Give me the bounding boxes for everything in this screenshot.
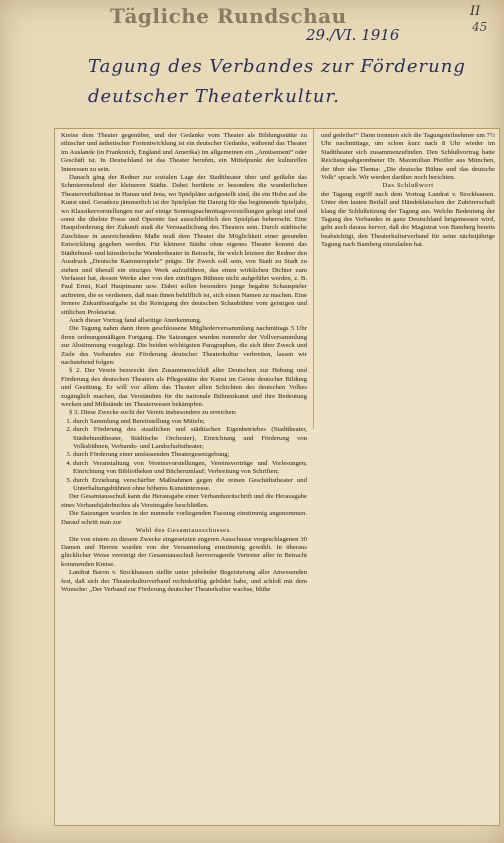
catalog-roman-numeral: II	[470, 4, 481, 19]
paragraph: Die von einem zu diesem Zwecke eingesetzten engeren Ausschusse vorgeschlagenen 30 Damen und Herren wurden von der Versammlung einstimmig gewählt. In überaus glücklicher Weise vereinigt der Gesamtausschuß hervorragende Vertreter aller in Betracht kommenden Kreise.	[61, 535, 307, 568]
paragraph-section-3: § 3. Diese Zwecke sucht der Verein insbesondere zu erreichen:	[69, 409, 237, 417]
list-item: 1. durch Sammlung und Bereitstellung von Mitteln;	[73, 418, 307, 426]
list-item: 2. durch Förderung des staatlichen und städtischen Eigenbetriebes (Stadttheater, Städtebundtheater, Städtische Orchester), Einrichtung und Förderung von Volksbühnen, Verbands- und Landschaftstheater;	[73, 426, 307, 451]
handwritten-title-line-2: deutscher Theaterkultur.	[88, 86, 340, 107]
list-item: 5. durch Erziehung verschärfter Maßnahmen gegen die reinen Geschäftstheater und Unterhaltungsbühnen ohne höheres Kunstinteresse.	[73, 477, 307, 494]
paragraph: Die Tagung nahm dann ihren geschlossene Mitgliederversammlung nachmittags 5 Uhr ihren ordnungsmäßigen Fortgang. Die Satzungen wurden nunmehr der Vollversammlung zur Abstimmung vorgelegt. Die beiden wichtigsten Paragraphen, die sich über Zweck und Ziele des Verbandes zur Förderung deutscher Theaterkultur verbreiten, lassen wir nachstehend folgen:	[61, 325, 307, 366]
section-heading: Das Schlußwort	[382, 182, 434, 190]
newspaper-masthead: Tägliche Rundschau	[110, 4, 347, 28]
list-item: 3. durch Förderung einer umfassenden Theatergesetzgebung;	[73, 451, 307, 459]
goals-list	[61, 418, 307, 494]
right-column	[321, 132, 495, 249]
left-column	[61, 132, 307, 824]
paragraph: Landrat Baron v. Stockhausen stellte unter jubelnder Begeisterung aller Anwesenden fest, daß sich der Theaterkulturverband rechtskräftig gebildet habe, und schloß mit dem Wunsche: „Der Verband zur Förderung deutscher Theaterkultur wachse, blühe	[61, 569, 307, 593]
column-divider	[313, 129, 314, 429]
paragraph: und gedeihe!“ Dann trennten sich die Tagungsteilnehmer um 7½ Uhr nachmittags, um schon kurz nach 8 Uhr wieder im Stadttheater sich zusammenzufinden. Den Schlußvortrag hatte Reichstagsabgeordneter Dr. Maximilian Pfeiffer aus München, der über das Thema: „Die deutsche Bühne und das deutsche Volk“ sprach. Wir werden darüber noch berichten.	[321, 132, 495, 182]
paragraph: Auch dieser Vortrag fand allseitige Anerkennung.	[69, 316, 202, 324]
paragraph: Der Gesamtausschuß kann die Herausgabe einer Verbandszeitschrift und die Herausgabe eines Verbandsjahrbuches als Vereinsgabe beschließen.	[61, 493, 307, 509]
paragraph: Kreise dem Theater gegenüber, und der Gedanke vom Theater als Bildungsstätte zu ethischer und ästhetischer Fortentwicklung ist ein deutscher Gedanke, während das Theater im Auslande (in Frankreich, England und Amerika) im allgemeinen ein „Amüsement“ oder Geschäft ist. In Deutschland ist das Theater berufen, ein Mittelpunkt der kulturellen Interessen zu sein.	[61, 132, 307, 173]
paragraph-section-2: § 2. Der Verein bezweckt den Zusammenschluß aller Deutschen zur Hebung und Förderung des deutschen Theaters als Pflegestätte der Kunst im Geiste deutscher Bildung und Gesittung. Er will vor allem das Theater allen Schichten des deutschen Volkes zugänglich machen, das Verständnis für die nationale Bühnenkunst und ihre Bedeutung wecken und Mißstände im Theaterwesen bekämpfen.	[61, 367, 307, 408]
catalog-number: 45	[472, 20, 488, 34]
list-item: 4. durch Veranstaltung von Vereinsvorstellungen, Vereinsvorträge und Vorlesungen; Einrichtung von Bibliotheken und Bücherumlauf; Verbreitung von Schriften;	[73, 460, 307, 477]
paragraph: Die Satzungen wurden in der nunmehr vorliegenden Fassung einstimmig angenommen. Darauf schritt man zur	[61, 510, 307, 526]
paragraph: der Tagung ergriff nach dem Vortrag Landrat v. Stockhausen. Unter den lauten Beifall und Händeklatschen der Zuhörerschaft klang die Schlußsitzung der Tagung aus. Welche Bedeutung der Tagung des Verbandes in ganz Deutschland beigemessen wird, geht auch daraus hervor, daß der Magistrat von Bamberg bereits beabsichtigt, den Theaterkulturverband für seine nächstjährige Tagung nach Bamberg einzuladen hat.	[321, 190, 495, 249]
handwritten-title-line-1: Tagung des Verbandes zur Förderung	[88, 56, 466, 77]
section-heading: Wahl des Gesamtausschusses.	[135, 527, 233, 535]
handwritten-date: 29./VI. 1916	[306, 26, 400, 44]
paragraph: Danach ging der Redner zur sozialen Lage der Stadttheater über und geißelte das Schmierenelend der kleineren Städte. Dabei berührte er besonders die wunderlichen Theaterverhältnisse in Hanau und Jena, wo Spielpläne aufgestellt sind, die ein Hohn auf die Kunst sind. Geradezu jämmerlich ist der Spielplan für Danzig für das beginnende Spieljahr, wo Klassikervorstellungen nur auf einige Sonntagnachmittagsvorstellungen gelegt sind und sonst die übelste Posse und Operette fast ausschließlich den Spielplan beherrscht. Eine Hauptforderung der Zukunft muß die Verstaatlichung des Theaters sein. Durch städtische Zuschüsse in ausreichendem Maße muß dem Theater die Möglichkeit einer gesunden Entwicklung gegeben werden. Für kleinere Städte ohne eigenes Theater kommt das Städtebund- und künstlerische Wandertheater in Betracht, für welch letztere der Redner den Ausdruck „Deutsche Kammerspiele“ prägte. Ihr Zweck soll sein, von Stadt zu Stadt zu ziehen und überall ein einziges Werk aufzuführen, das einen wirklichen Dichter zum Verfasser hat, dessen Werke aber von den zünftigen Bühnen nicht aufgeführt werden, z. B. Paul Ernst, Karl Hauptmann usw. Dabei sollen besonders junge begabte Schauspieler auftreten, die es verdienen, daß man ihnen behilflich ist, sich einen Namen zu machen. Eine fernere Zukunftsaufgabe ist die Reinigung der deutschen Schaubühne vom geistigen und sittlichen Proletariat.	[61, 174, 307, 316]
newspaper-clipping	[54, 128, 500, 826]
